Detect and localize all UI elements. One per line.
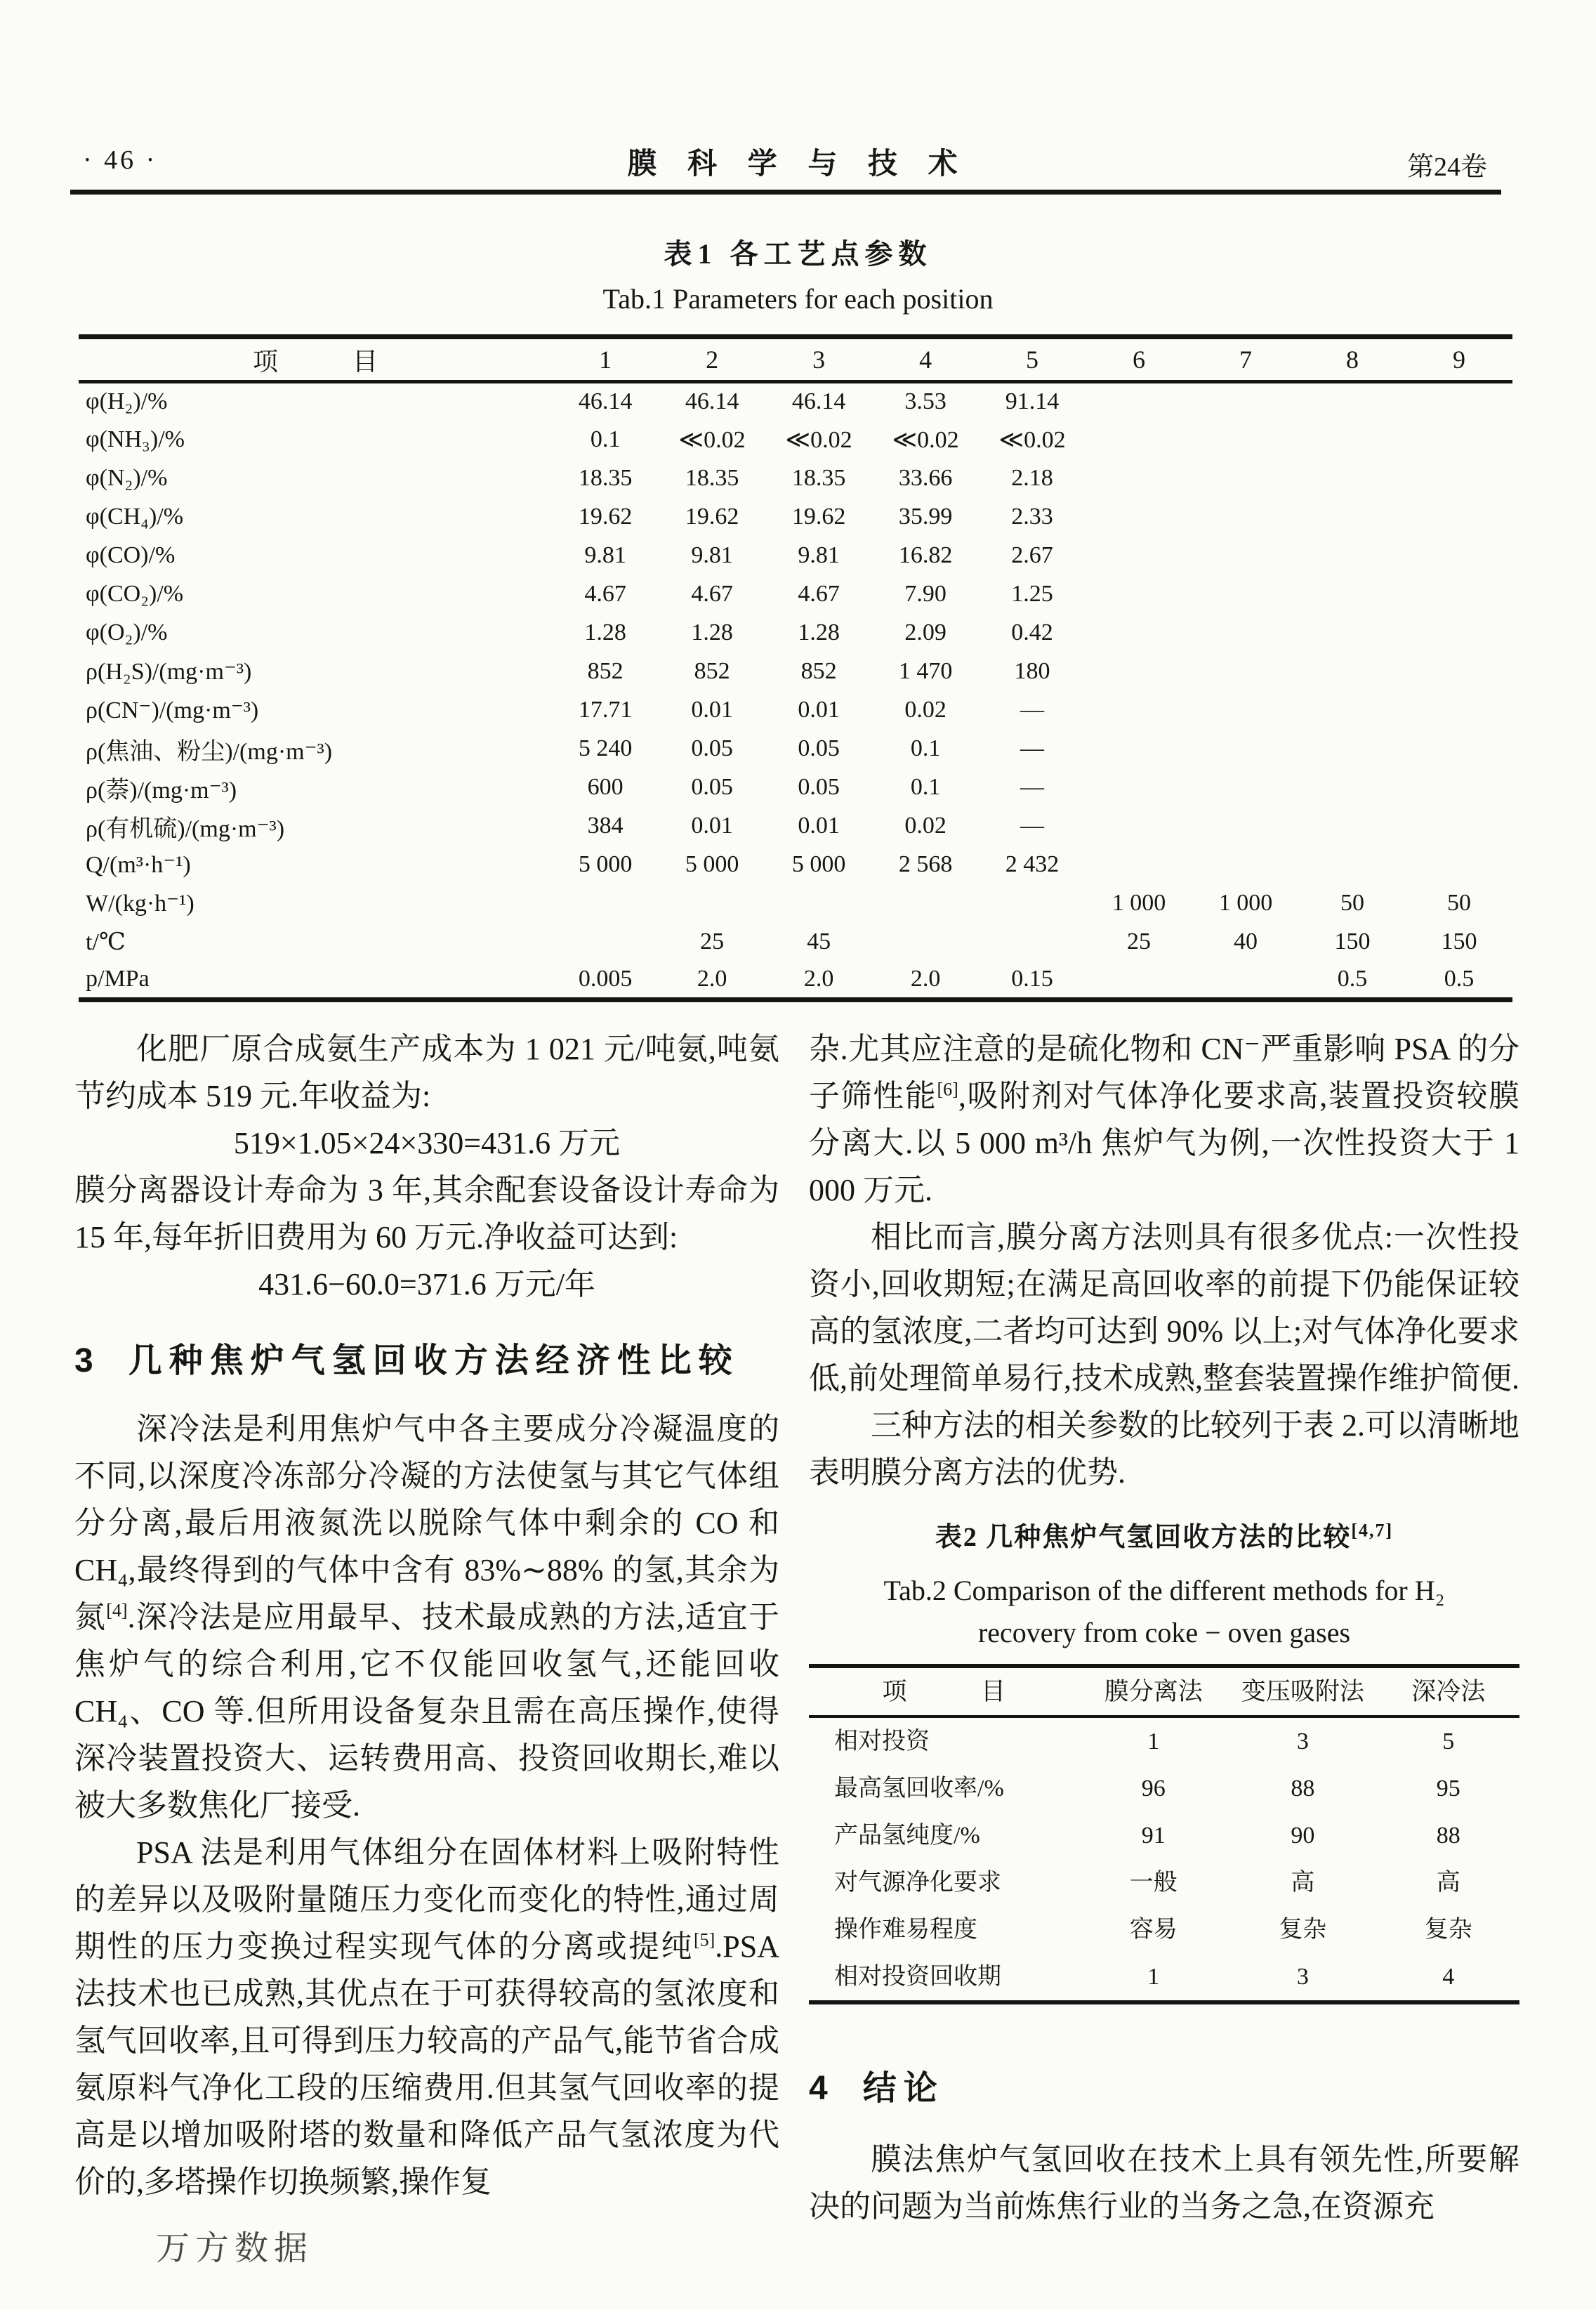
cell — [1086, 537, 1192, 575]
table-row — [79, 421, 1512, 459]
cell — [1406, 459, 1512, 498]
cell — [1192, 846, 1299, 884]
row-label: φ(CO)/% — [86, 542, 176, 568]
cell — [1086, 807, 1192, 846]
cell: 90 — [1291, 1823, 1315, 1849]
cell: 0.5 — [1337, 966, 1368, 992]
paragraph: 膜分离器设计寿命为 3 年,其余配套设备设计寿命为 15 年,每年折旧费用为 60 万元.净收益可达到: — [74, 1173, 779, 1254]
cell: 容易 — [1129, 1917, 1178, 1943]
table-row — [79, 691, 1512, 730]
row-label: ρ(H₂S)/(mg·m⁻³) — [86, 659, 252, 685]
right-column — [809, 1025, 1519, 2230]
cell: 25 — [1127, 928, 1152, 954]
row-label: φ(H₂)/% — [86, 388, 168, 415]
caption-line: Tab.2 Comparison of the different methods for H₂ — [883, 1575, 1445, 1606]
cell — [979, 923, 1086, 962]
cell — [1192, 421, 1299, 459]
cell: 0.05 — [691, 774, 733, 800]
text-run: .PSA 法技术也已成熟,其优点在于可获得较高的氢浓度和氢气回收率,且可得到压力较高的产品气,能节省合成氨原料气净化工段的压缩费用.但其氢气回收率的提高是以增加吸附塔的数量和降低产品气氢浓度为代价的,多塔操作切换频繁,操作复 — [74, 1929, 779, 2199]
cell: 0.02 — [904, 697, 947, 723]
cell — [1406, 421, 1512, 459]
cell — [1406, 652, 1512, 691]
table-row — [79, 730, 1512, 768]
cell: 3 — [1296, 1728, 1309, 1754]
row-label: ρ(CN⁻)/(mg·m⁻³) — [86, 697, 259, 723]
cell: 17.71 — [578, 697, 633, 723]
cell: 18.35 — [578, 465, 633, 491]
cell: 一般 — [1129, 1870, 1178, 1896]
table-row — [79, 652, 1512, 691]
cell: 150 — [1334, 928, 1371, 954]
table1-caption-zh: 表1 各工艺点参数 — [664, 238, 932, 270]
cell: 35.99 — [898, 504, 953, 530]
cell: 高 — [1436, 1870, 1460, 1896]
row-label: φ(CH₄)/% — [86, 504, 184, 530]
cell: 9.81 — [691, 542, 733, 568]
paragraph: 膜法焦炉气氢回收在技术上具有领先性,所要解决的问题为当前炼焦行业的当务之急,在资源充 — [809, 2142, 1519, 2224]
paragraph — [809, 1025, 1519, 1214]
cell — [1192, 614, 1299, 652]
cell — [1086, 498, 1192, 537]
cell: 4.67 — [798, 581, 840, 607]
cell: 88 — [1436, 1823, 1460, 1849]
cell — [1086, 691, 1192, 730]
cell: 46.14 — [685, 388, 739, 415]
row-label: W/(kg·h⁻¹) — [86, 891, 194, 917]
section-4-heading — [809, 2065, 1519, 2112]
cell: 19.62 — [791, 504, 846, 530]
cell: 2.18 — [1011, 465, 1053, 491]
paragraph: 化肥厂原合成氨生产成本为 1 021 元/吨氨,吨氨节约成本 519 元.年收益为: — [74, 1032, 779, 1113]
cell — [1299, 537, 1406, 575]
cell — [1192, 962, 1299, 1000]
section-number: 3 — [74, 1342, 93, 1379]
cell — [1086, 846, 1192, 884]
row-label: ρ(萘)/(mg·m⁻³) — [86, 777, 237, 803]
cell: 1 470 — [898, 658, 953, 684]
cell: 600 — [587, 774, 624, 800]
row-label: φ(CO₂)/% — [86, 581, 184, 607]
cell — [1192, 459, 1299, 498]
cell — [552, 923, 659, 962]
cell: ≪0.02 — [998, 427, 1066, 453]
cell: 45 — [807, 928, 831, 954]
cell — [1299, 459, 1406, 498]
cell: 91 — [1141, 1823, 1166, 1849]
cell: 9.81 — [798, 542, 840, 568]
row-label: φ(O₂)/% — [86, 619, 168, 645]
cell — [1192, 575, 1299, 614]
row-label: 最高氢回收率/% — [834, 1776, 1004, 1802]
table-row — [809, 1859, 1519, 1906]
row-label: 操作难易程度 — [834, 1917, 977, 1943]
table1-caption-en: Tab.1 Parameters for each position — [602, 283, 994, 315]
cell — [1192, 537, 1299, 575]
text-run: 深冷法是利用焦炉气中各主要成分冷凝温度的不同,以深度冷冻部分冷凝的方法使氢与其它气体组分分离,最后用液氮洗以脱除气体中剩余的 CO 和 CH₄,最终得到的气体中含有 83%∼88% 的氢,其余为氮 — [74, 1412, 779, 1634]
cell — [1086, 730, 1192, 768]
cell: 0.01 — [691, 813, 733, 839]
cell: 2.0 — [910, 966, 941, 992]
cell: 16.82 — [898, 542, 953, 568]
section-title: 结论 — [862, 2070, 944, 2107]
cell: 95 — [1436, 1776, 1460, 1802]
cell: 1 000 — [1218, 890, 1273, 916]
paragraph — [74, 1829, 779, 2205]
citation-ref: [4,7] — [1351, 1520, 1394, 1541]
cell — [1192, 807, 1299, 846]
row-label: 相对投资 — [834, 1728, 930, 1754]
cell — [872, 923, 979, 962]
column-header: 深冷法 — [1378, 1666, 1519, 1717]
column-header: 项 目 — [79, 337, 552, 382]
cell — [1299, 730, 1406, 768]
equation: 519×1.05×24×330=431.6 万元 — [233, 1126, 621, 1160]
table-row — [79, 884, 1512, 923]
equation: 431.6−60.0=371.6 万元/年 — [258, 1267, 595, 1301]
cell — [1086, 962, 1192, 1000]
cell — [1086, 459, 1192, 498]
column-header: 2 — [659, 337, 765, 382]
cell — [1299, 382, 1406, 421]
table-row — [809, 1953, 1519, 2002]
cell: 9.81 — [584, 542, 626, 568]
volume-label: 第24卷 — [1406, 152, 1487, 182]
row-label: φ(N₂)/% — [86, 465, 168, 491]
column-header: 膜分离法 — [1079, 1666, 1229, 1717]
table1-parameters — [79, 334, 1512, 1002]
cell: 复杂 — [1424, 1917, 1472, 1943]
left-column — [74, 1025, 779, 2205]
cell — [979, 884, 1086, 923]
cell: 18.35 — [791, 465, 846, 491]
cell — [1192, 768, 1299, 807]
cell: 18.35 — [685, 465, 739, 491]
cell: 180 — [1014, 658, 1050, 684]
cell: 50 — [1340, 890, 1364, 916]
cell: — — [1020, 774, 1045, 800]
cell: 5 240 — [578, 735, 633, 761]
cell: 7.90 — [904, 581, 947, 607]
cell — [1406, 537, 1512, 575]
cell — [1086, 614, 1192, 652]
cell — [1192, 691, 1299, 730]
cell: 852 — [587, 658, 624, 684]
cell: — — [1020, 735, 1045, 761]
page-number: · 46 · — [83, 145, 158, 175]
column-header: 变压吸附法 — [1228, 1666, 1378, 1717]
table-row — [809, 1717, 1519, 1765]
cell: 0.1 — [590, 426, 621, 452]
journal-title: 膜 科 学 与 技 术 — [627, 147, 969, 180]
cell: 3 — [1296, 1964, 1309, 1990]
cell: 96 — [1141, 1776, 1166, 1802]
cell — [552, 884, 659, 923]
cell — [1086, 575, 1192, 614]
row-label: Q/(m³·h⁻¹) — [86, 852, 191, 878]
cell: ≪0.02 — [892, 427, 959, 453]
cell — [1406, 807, 1512, 846]
cell: 2.0 — [697, 966, 727, 992]
cell: 2.67 — [1011, 542, 1053, 568]
text-run: 杂.尤其应注意的是硫化物和 CN⁻严重影响 PSA 的分子筛性能 — [809, 1032, 1519, 1113]
table-row — [809, 1812, 1519, 1859]
cell: ≪0.02 — [678, 427, 746, 453]
table-row — [79, 537, 1512, 575]
cell — [1086, 652, 1192, 691]
table-row — [79, 846, 1512, 884]
cell: 0.05 — [798, 774, 840, 800]
cell: 复杂 — [1279, 1917, 1327, 1943]
cell — [1086, 768, 1192, 807]
column-header: 5 — [979, 337, 1086, 382]
cell: 0.1 — [910, 735, 941, 761]
table-row — [79, 962, 1512, 1000]
table-row — [79, 807, 1512, 846]
column-header: 9 — [1406, 337, 1512, 382]
cell: 46.14 — [578, 388, 633, 415]
cell — [1406, 730, 1512, 768]
cell: 46.14 — [791, 388, 846, 415]
cell: 25 — [700, 928, 725, 954]
cell: 0.01 — [691, 697, 733, 723]
paragraph: 相比而言,膜分离方法则具有很多优点:一次性投资小,回收期短;在满足高回收率的前提下仍能保证较高的氢浓度,二者均可达到 90% 以上;对气体净化要求低,前处理简单易行,技术成熟,整套装置操作维护简便. — [809, 1220, 1519, 1396]
cell — [1406, 575, 1512, 614]
cell: 1.28 — [798, 619, 840, 645]
cell — [1086, 382, 1192, 421]
table2-header-row — [809, 1666, 1519, 1717]
section-title: 几种焦炉气氢回收方法经济性比较 — [128, 1342, 739, 1379]
column-header: 8 — [1299, 337, 1406, 382]
cell: 1.28 — [691, 619, 733, 645]
cell — [1299, 691, 1406, 730]
citation-ref: [4] — [106, 1600, 128, 1621]
row-label: φ(NH₃)/% — [86, 426, 185, 452]
cell: 5 000 — [685, 851, 739, 877]
cell — [1406, 846, 1512, 884]
table-row — [79, 382, 1512, 421]
row-label: 对气源净化要求 — [834, 1870, 1001, 1896]
cell: 0.15 — [1011, 966, 1053, 992]
caption-text: 表2 几种焦炉气氢回收方法的比较 — [935, 1523, 1352, 1552]
cell: 40 — [1234, 928, 1258, 954]
cell — [1192, 382, 1299, 421]
cell: 5 — [1442, 1728, 1455, 1754]
cell — [1299, 575, 1406, 614]
cell: 88 — [1291, 1776, 1315, 1802]
column-header: 3 — [765, 337, 872, 382]
row-label: p/MPa — [86, 966, 150, 992]
cell: 33.66 — [898, 465, 953, 491]
cell: 3.53 — [904, 388, 947, 415]
cell: 0.01 — [798, 813, 840, 839]
caption-line: recovery from coke − oven gases — [977, 1617, 1351, 1648]
column-header: 7 — [1192, 337, 1299, 382]
cell: 4 — [1442, 1964, 1455, 1990]
column-header: 4 — [872, 337, 979, 382]
column-header: 项 目 — [809, 1666, 1079, 1717]
text-run: .深冷法是应用最早、技术最成熟的方法,适宜于焦炉气的综合利用,它不仅能回收氢气,还能回收 CH₄、CO 等.但所用设备复杂且需在高压操作,使得深冷装置投资大、运转费用高、投资回收期长,难以被大多数焦化厂接受. — [74, 1600, 780, 1823]
cell: 50 — [1447, 890, 1471, 916]
table2-comparison — [809, 1664, 1519, 2004]
row-label: t/℃ — [86, 929, 126, 955]
cell — [1299, 498, 1406, 537]
cell: 150 — [1441, 928, 1477, 954]
section-number: 4 — [809, 2070, 828, 2107]
cell: ≪0.02 — [785, 427, 852, 453]
cell: 5 000 — [578, 851, 633, 877]
cell: 1 — [1147, 1728, 1160, 1754]
citation-ref: [5] — [693, 1929, 715, 1950]
cell: 2 568 — [898, 851, 953, 877]
cell: 0.5 — [1444, 966, 1475, 992]
cell: 2.09 — [904, 619, 947, 645]
cell: 0.005 — [578, 966, 633, 992]
cell: 0.01 — [798, 697, 840, 723]
cell: 2.33 — [1011, 504, 1053, 530]
table-row — [809, 1765, 1519, 1812]
cell: 384 — [587, 813, 624, 839]
cell: 1 — [1147, 1964, 1160, 1990]
cell: 0.05 — [798, 735, 840, 761]
cell: 5 000 — [791, 851, 846, 877]
cell — [1192, 652, 1299, 691]
table-row — [79, 575, 1512, 614]
text-run: ,吸附剂对气体净化要求高,装置投资较膜分离大.以 5 000 m³/h 焦炉气为例,一次性投资大于 1 000 万元. — [809, 1079, 1520, 1207]
cell: 1.28 — [584, 619, 626, 645]
cell: 2 432 — [1005, 851, 1060, 877]
table-row — [79, 614, 1512, 652]
citation-ref: [6] — [937, 1079, 958, 1100]
cell: — — [1020, 697, 1045, 723]
cell: 2.0 — [803, 966, 834, 992]
cell: 0.42 — [1011, 619, 1053, 645]
cell — [1299, 846, 1406, 884]
cell: 19.62 — [685, 504, 739, 530]
table-row — [809, 1906, 1519, 1953]
cell — [1406, 768, 1512, 807]
table-row — [79, 768, 1512, 807]
cell — [1299, 652, 1406, 691]
column-header: 1 — [552, 337, 659, 382]
cell — [1406, 614, 1512, 652]
cell: 852 — [694, 658, 730, 684]
cell: 19.62 — [578, 504, 633, 530]
cell — [1406, 691, 1512, 730]
cell — [1406, 498, 1512, 537]
cell: 0.02 — [904, 813, 947, 839]
cell: 91.14 — [1005, 388, 1060, 415]
cell: 高 — [1291, 1870, 1315, 1896]
row-label: 产品氢纯度/% — [834, 1823, 980, 1849]
cell: 1.25 — [1011, 581, 1053, 607]
cell — [1086, 421, 1192, 459]
table2-caption-en — [809, 1570, 1519, 1654]
table1-header-row — [79, 337, 1512, 382]
table-row — [79, 459, 1512, 498]
header-rule — [70, 190, 1501, 195]
cell: 852 — [800, 658, 837, 684]
section-3-heading — [74, 1337, 779, 1384]
cell: 1 000 — [1112, 890, 1166, 916]
watermark: 万方数据 — [156, 2230, 314, 2267]
cell: 4.67 — [691, 581, 733, 607]
cell: 0.05 — [691, 735, 733, 761]
text-run: PSA 法是利用气体组分在固体材料上吸附特性的差异以及吸附量随压力变化而变化的特性,通过周期性的压力变换过程实现气体的分离或提纯 — [74, 1835, 779, 1964]
table-row — [79, 923, 1512, 962]
table2-caption-zh — [809, 1514, 1519, 1561]
cell — [1192, 730, 1299, 768]
paragraph: 三种方法的相关参数的比较列于表 2.可以清晰地表明膜分离方法的优势. — [809, 1408, 1519, 1490]
cell: 4.67 — [584, 581, 626, 607]
table-row — [79, 498, 1512, 537]
cell — [1299, 768, 1406, 807]
cell — [1299, 421, 1406, 459]
column-header: 6 — [1086, 337, 1192, 382]
cell — [1299, 807, 1406, 846]
row-label: ρ(有机硫)/(mg·m⁻³) — [86, 815, 285, 842]
paragraph — [74, 1405, 779, 1829]
row-label: 相对投资回收期 — [834, 1964, 1001, 1990]
cell — [872, 884, 979, 923]
cell — [659, 884, 765, 923]
cell: — — [1020, 813, 1045, 839]
cell: 0.1 — [910, 774, 941, 800]
cell — [1299, 614, 1406, 652]
cell — [765, 884, 872, 923]
row-label: ρ(焦油、粉尘)/(mg·m⁻³) — [86, 738, 333, 765]
cell — [1192, 498, 1299, 537]
cell — [1406, 382, 1512, 421]
